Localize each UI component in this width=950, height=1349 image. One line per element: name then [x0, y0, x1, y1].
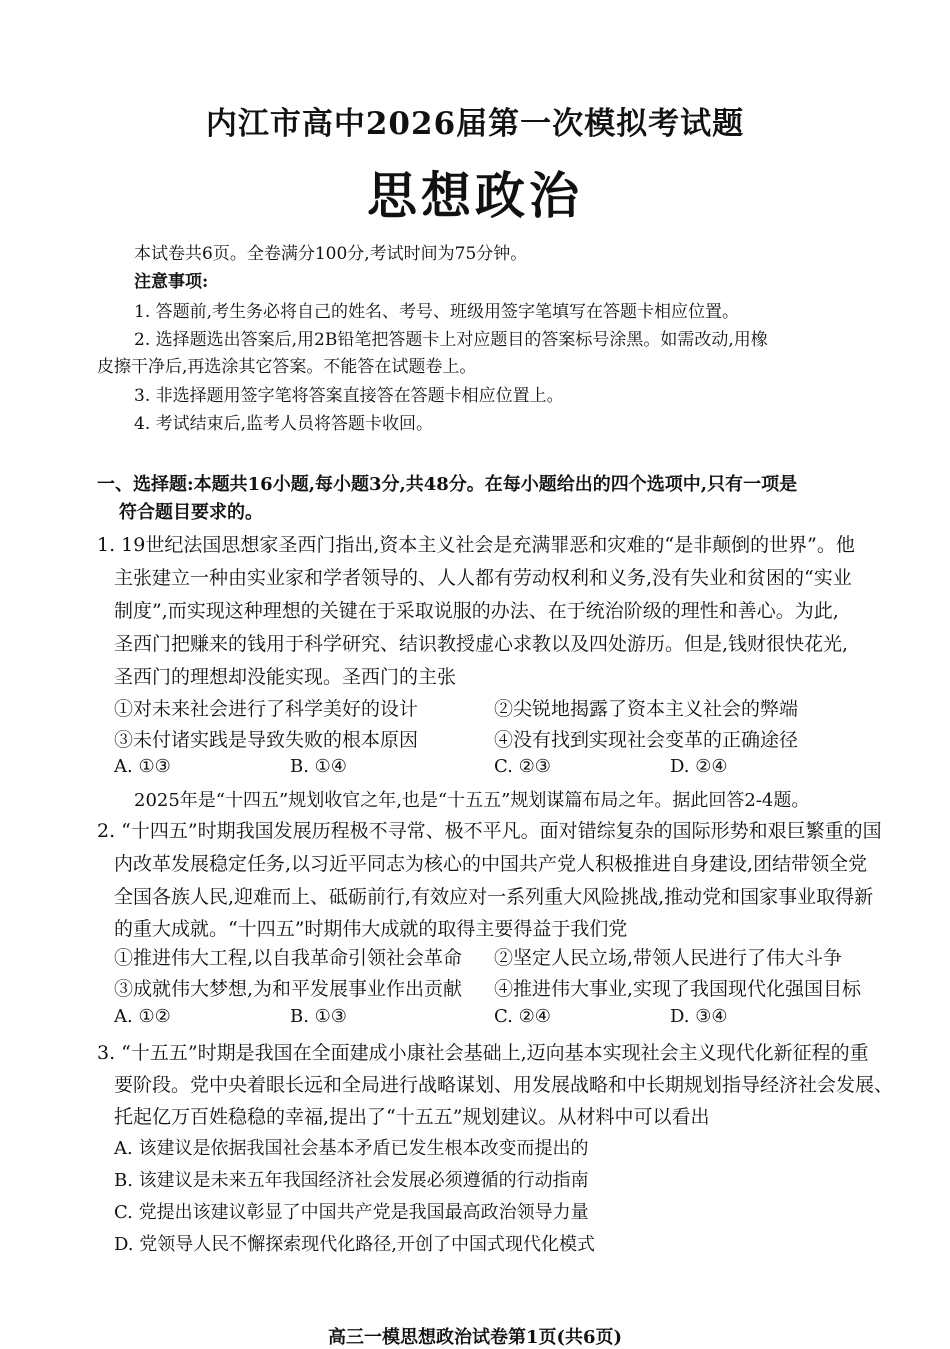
question-2-choice-c: C. ②④ [494, 1006, 551, 1027]
question-3-line: 托起亿万百姓稳稳的幸福,提出了“十五五”规划建议。从材料中可以看出 [114, 1106, 710, 1128]
question-3-choice-b: B. 该建议是未来五年我国经济社会发展必须遵循的行动指南 [114, 1170, 589, 1191]
question-2-choice-a: A. ①② [114, 1006, 171, 1027]
question-2-option: ④推进伟大事业,实现了我国现代化强国目标 [494, 978, 862, 1000]
question-1-option: ②尖锐地揭露了资本主义社会的弊端 [494, 698, 799, 720]
section-heading-cont: 符合题目要求的。 [119, 502, 263, 523]
question-2-choice-b: B. ①③ [290, 1006, 347, 1027]
question-1-line: 圣西门的理想却没能实现。圣西门的主张 [114, 666, 457, 688]
question-3-choice-c: C. 党提出该建议彰显了中国共产党是我国最高政治领导力量 [114, 1202, 589, 1223]
question-2-line: 全国各族人民,迎难而上、砥砺前行,有效应对一系列重大风险挑战,推动党和国家事业取得新 [114, 886, 874, 908]
question-2-line: 内改革发展稳定任务,以习近平同志为核心的中国共产党人积极推进自身建设,团结带领全党 [114, 853, 868, 875]
question-1-option: ③未付诸实践是导致失败的根本原因 [114, 729, 419, 751]
question-3-line: 3. “十五五”时期是我国在全面建成小康社会基础上,迈向基本实现社会主义现代化新征程的重 [97, 1042, 869, 1064]
question-2-option: ①推进伟大工程,以自我革命引领社会革命 [114, 947, 463, 969]
subject-title: 思想政治 [367, 166, 583, 225]
question-2-option: ③成就伟大梦想,为和平发展事业作出贡献 [114, 978, 463, 1000]
question-2-line: 2. “十四五”时期我国发展历程极不寻常、极不平凡。面对错综复杂的国际形势和艰巨繁重的国 [97, 820, 882, 842]
note-item: 2. 选择题选出答案后,用2B铅笔把答题卡上对应题目的答案标号涂黑。如需改动,用橡 [134, 330, 768, 350]
question-3-line: 要阶段。党中央着眼长远和全局进行战略谋划、用发展战略和中长期规划指导经济社会发展、 [114, 1074, 894, 1096]
shared-stem-2-4: 2025年是“十四五”规划收官之年,也是“十五五”规划谋篇布局之年。据此回答2-4题。 [134, 790, 810, 811]
notes-title: 注意事项: [134, 272, 209, 292]
note-item: 皮擦干净后,再选涂其它答案。不能答在试题卷上。 [97, 357, 477, 377]
question-1-choice-d: D. ②④ [670, 756, 728, 777]
question-1-line: 1. 19世纪法国思想家圣西门指出,资本主义社会是充满罪恶和灾难的“是非颠倒的世界”。他 [97, 534, 855, 556]
question-1-line: 圣西门把赚来的钱用于科学研究、结识教授虚心求教以及四处游历。但是,钱财很快花光, [114, 633, 849, 655]
question-1-line: 主张建立一种由实业家和学者领导的、人人都有劳动权利和义务,没有失业和贫困的“实业 [114, 567, 852, 589]
section-heading: 一、选择题:本题共16小题,每小题3分,共48分。在每小题给出的四个选项中,只有一项是 [97, 474, 798, 495]
question-3-choice-a: A. 该建议是依据我国社会基本矛盾已发生根本改变而提出的 [114, 1138, 589, 1159]
question-1-line: 制度”,而实现这种理想的关键在于采取说服的办法、在于统治阶级的理性和善心。为此, [114, 600, 839, 622]
exam-title: 内江市高中2026届第一次模拟考试题 [205, 106, 745, 142]
question-2-option: ②坚定人民立场,带领人民进行了伟大斗争 [494, 947, 843, 969]
question-1-choice-b: B. ①④ [290, 756, 347, 777]
question-1-choice-c: C. ②③ [494, 756, 551, 777]
question-2-choice-d: D. ③④ [670, 1006, 728, 1027]
exam-summary: 本试卷共6页。全卷满分100分,考试时间为75分钟。 [134, 244, 528, 264]
question-3-choice-d: D. 党领导人民不懈探索现代化路径,开创了中国式现代化模式 [114, 1234, 595, 1255]
note-item: 3. 非选择题用签字笔将答案直接答在答题卡相应位置上。 [134, 386, 564, 406]
question-1-option: ①对未来社会进行了科学美好的设计 [114, 698, 419, 720]
page-footer: 高三一模思想政治试卷第1页(共6页) [327, 1327, 623, 1348]
question-1-option: ④没有找到实现社会变革的正确途径 [494, 729, 799, 751]
note-item: 1. 答题前,考生务必将自己的姓名、考号、班级用签字笔填写在答题卡相应位置。 [134, 302, 740, 322]
question-1-choice-a: A. ①③ [114, 756, 171, 777]
question-2-line: 的重大成就。“十四五”时期伟大成就的取得主要得益于我们党 [114, 918, 628, 940]
note-item: 4. 考试结束后,监考人员将答题卡收回。 [134, 414, 434, 434]
